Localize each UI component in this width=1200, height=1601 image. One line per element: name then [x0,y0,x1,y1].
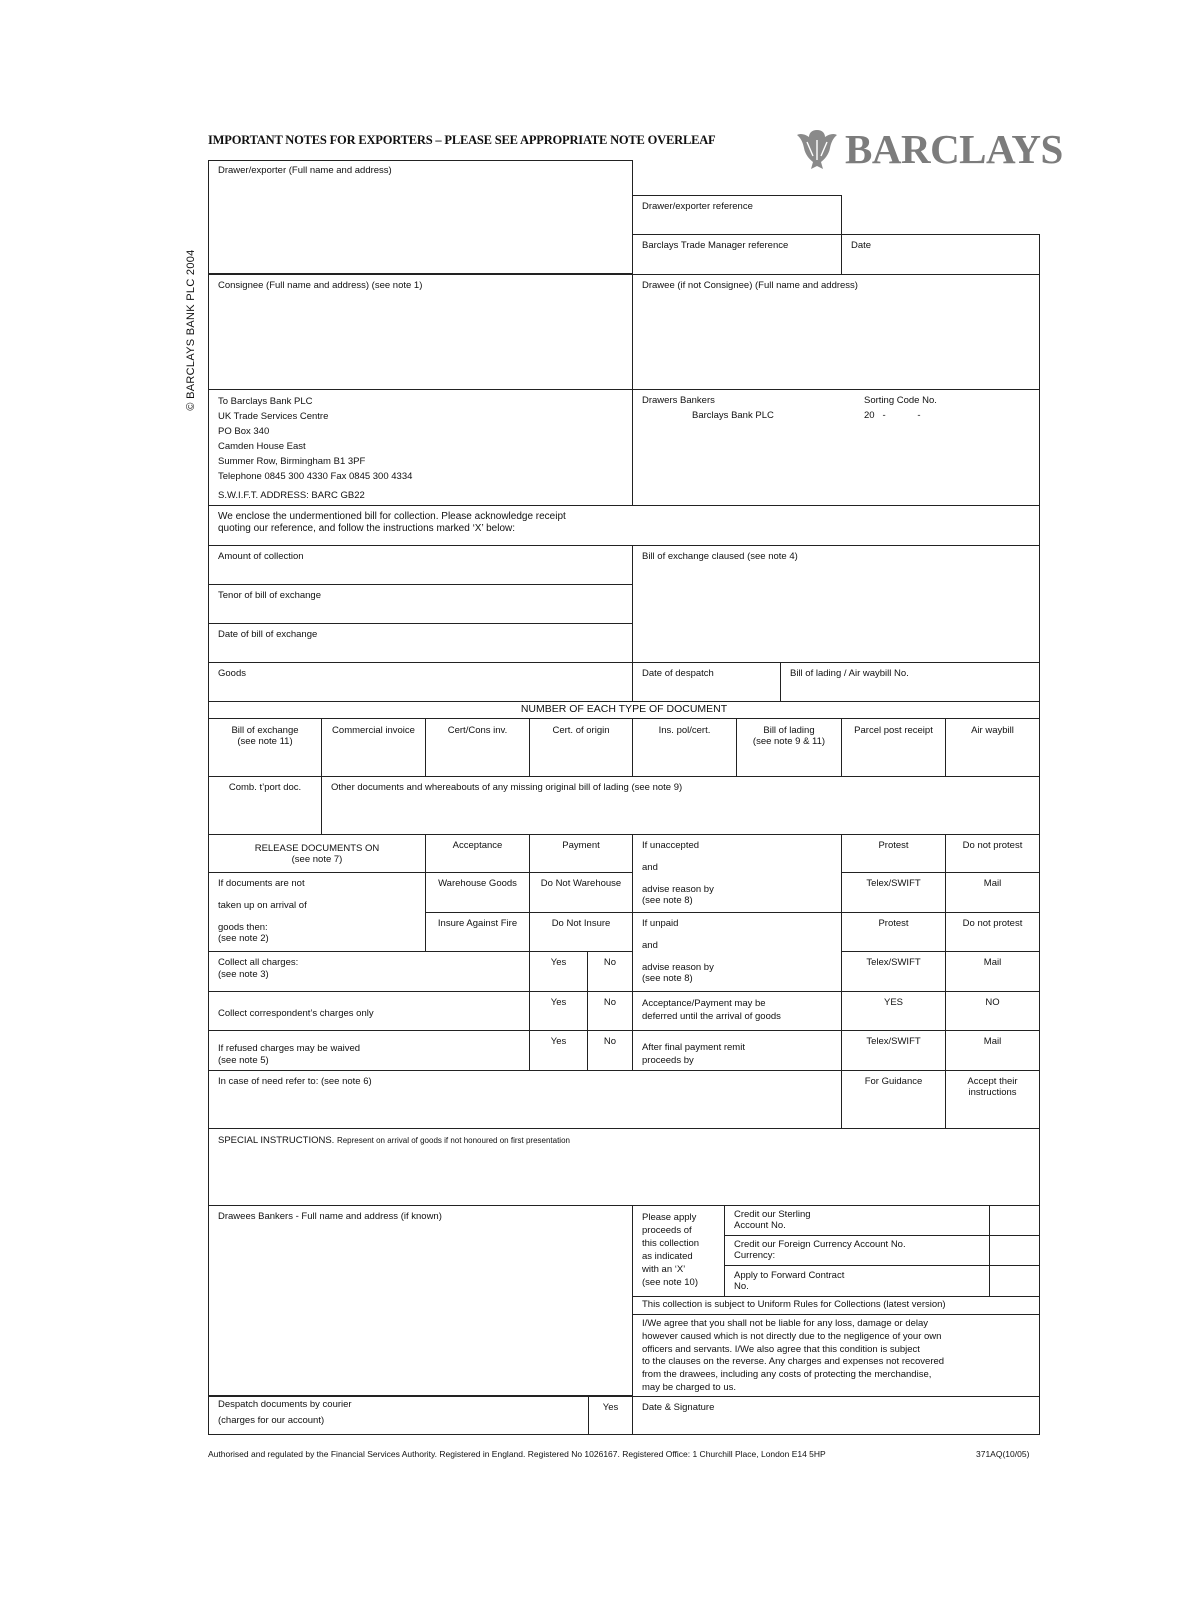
after-final-label: After final payment remit proceeds by [642,1042,745,1066]
mail-label: Mail [983,1036,1002,1047]
enclose-text: We enclose the undermentioned bill for collection. Please acknowledge receipt quoting our reference, and follow the instructions marked ‘X’ below: [218,511,566,534]
doc-column-label: Cert. of origin [552,725,610,736]
courier-yes-label: Yes [602,1402,619,1413]
warehouse-label: Warehouse Goods [438,878,517,889]
release-heading: RELEASE DOCUMENTS ON (see note 7) [254,843,380,865]
drawers-bankers-value: Barclays Bank PLC [692,410,774,421]
side-copyright: © BARCLAYS BANK PLC 2004 [185,249,197,411]
form-code: 371AQ(10/05) [976,1449,1030,1459]
forward-contract-label: Apply to Forward Contract No. [734,1270,845,1292]
sorting-code-label: Sorting Code No. [864,395,937,406]
protest-label: Protest [878,918,909,929]
case-of-need-label: In case of need refer to: (see note 6) [218,1076,372,1087]
doc-column-label: Air waybill [971,725,1014,736]
bank-address-line: Camden House East [218,441,306,452]
telex-label: Telex/SWIFT [866,1036,921,1047]
page-title: IMPORTANT NOTES FOR EXPORTERS – PLEASE SEE APPROPRIATE NOTE OVERLEAF [208,133,716,147]
bank-address-line: PO Box 340 [218,426,270,437]
date-signature-label: Date & Signature [642,1402,715,1413]
bank-address-line: UK Trade Services Centre [218,411,329,422]
drawees-bankers-field[interactable] [208,1205,633,1396]
deferred-label: Acceptance/Payment may be deferred until the arrival of goods [642,998,781,1022]
collect-all-label: Collect all charges: (see note 3) [218,957,299,980]
forward-contract-checkbox[interactable] [989,1265,1040,1297]
collect-correspondent-label: Collect correspondent’s charges only [218,1008,374,1019]
protest-label: Protest [878,840,909,851]
urc-text: This collection is subject to Uniform Rules for Collections (latest version) [642,1299,946,1310]
consignee-label: Consignee (Full name and address) (see note 1) [218,280,423,291]
logo-wordmark: BARCLAYS [845,126,1063,172]
lading-number-label: Bill of lading / Air waybill No. [790,668,909,679]
special-instructions-heading: SPECIAL INSTRUCTIONS. [218,1135,335,1146]
bank-address-line: Summer Row, Birmingham B1 3PF [218,456,366,467]
swift-address: S.W.I.F.T. ADDRESS: BARC GB22 [218,490,365,501]
collection-form [208,160,1040,1440]
other-documents-label: Other documents and whereabouts of any missing original bill of lading (see note 9) [331,782,683,793]
no-protest-label: Do not protest [962,918,1023,929]
telex-label: Telex/SWIFT [866,878,921,889]
sterling-account-label: Credit our Sterling Account No. [734,1209,811,1231]
doc-column-label: Commercial invoice [332,725,415,736]
foreign-currency-checkbox[interactable] [989,1235,1040,1266]
sorting-code-value: 20 - - [864,410,921,421]
doc-column-label: Cert/Cons inv. [447,725,508,736]
drawee-label: Drawee (if not Consignee) (Full name and address) [642,280,858,291]
drawer-reference-label: Drawer/exporter reference [642,201,753,212]
no-warehouse-label: Do Not Warehouse [540,878,622,889]
unpaid-label: If unpaid and advise reason by (see note 8) [642,918,714,984]
insure-label: Insure Against Fire [437,918,518,929]
no-label: No [603,1036,617,1047]
date-label: Date [851,240,872,251]
waived-label: If refused charges may be waived (see note 5) [218,1043,361,1066]
no-insure-label: Do Not Insure [551,918,611,929]
special-instructions-text: Represent on arrival of goods if not honoured on first presentation [336,1136,570,1145]
no-label: No [603,957,617,968]
yes-label: Yes [550,957,567,968]
no-caps-label: NO [985,997,1000,1008]
mail-label: Mail [983,878,1002,889]
liability-text: I/We agree that you shall not be liable for any loss, damage or delay however caused which is not directly due to the negligence of your own officers and servants. I/We also agree that this condition is subject to the clauses on the reverse. Any charges and expenses not recovered from the drawees, including any costs of protecting the merchandise, may be charged to us. [642,1318,945,1393]
foreign-currency-label: Credit our Foreign Currency Account No. Currency: [734,1239,906,1261]
drawees-bankers-label: Drawees Bankers - Full name and address (if known) [218,1211,442,1222]
yes-label: Yes [550,1036,567,1047]
yes-caps-label: YES [883,997,903,1008]
trade-manager-ref-label: Barclays Trade Manager reference [642,240,789,251]
doc-column-label: Bill of lading (see note 9 & 11) [752,725,826,747]
yes-label: Yes [550,997,567,1008]
bank-address-line: To Barclays Bank PLC [218,396,313,407]
despatch-date-label: Date of despatch [642,668,714,679]
footer-text: Authorised and regulated by the Financial Services Authority. Registered in England. Registered No 1026167. Registered Office: 1 Churchill Place, London E14 5HP [208,1449,826,1459]
bill-date-label: Date of bill of exchange [218,629,318,640]
bank-address-line: Telephone 0845 300 4330 Fax 0845 300 4334 [218,471,413,482]
amount-label: Amount of collection [218,551,304,562]
not-taken-up-label: If documents are not taken up on arrival of goods then: (see note 2) [218,878,307,944]
claused-label: Bill of exchange claused (see note 4) [642,551,798,562]
telex-label: Telex/SWIFT [866,957,921,968]
documents-heading: NUMBER OF EACH TYPE OF DOCUMENT [520,703,728,715]
drawers-bankers-label: Drawers Bankers [642,395,715,406]
goods-field[interactable] [208,662,633,702]
no-protest-label: Do not protest [962,840,1023,851]
comb-transport-label: Comb. t’port doc. [228,782,302,793]
accept-instructions-label: Accept their instructions [967,1076,1018,1098]
mail-label: Mail [983,957,1002,968]
doc-column-label: Parcel post receipt [854,725,933,736]
tenor-label: Tenor of bill of exchange [218,590,321,601]
special-instructions-label [218,1135,570,1147]
bank-address [218,394,412,484]
drawer-label: Drawer/exporter (Full name and address) [218,165,392,176]
doc-column-label: Ins. pol/cert. [658,725,711,736]
release-acceptance-label: Acceptance [452,840,503,851]
sterling-account-checkbox[interactable] [989,1205,1040,1236]
goods-label: Goods [218,668,246,679]
for-guidance-label: For Guidance [864,1076,923,1087]
unaccepted-label: If unaccepted and advise reason by (see note 8) [642,840,714,906]
courier-label: Despatch documents by courier (charges for our account) [218,1399,352,1426]
no-label: No [603,997,617,1008]
doc-column-label: Bill of exchange (see note 11) [231,725,299,747]
release-payment-label: Payment [562,840,600,851]
drawer-field[interactable] [208,160,633,274]
apply-proceeds-label: Please apply proceeds of this collection as indicated with an ‘X’ (see note 10) [642,1212,700,1288]
